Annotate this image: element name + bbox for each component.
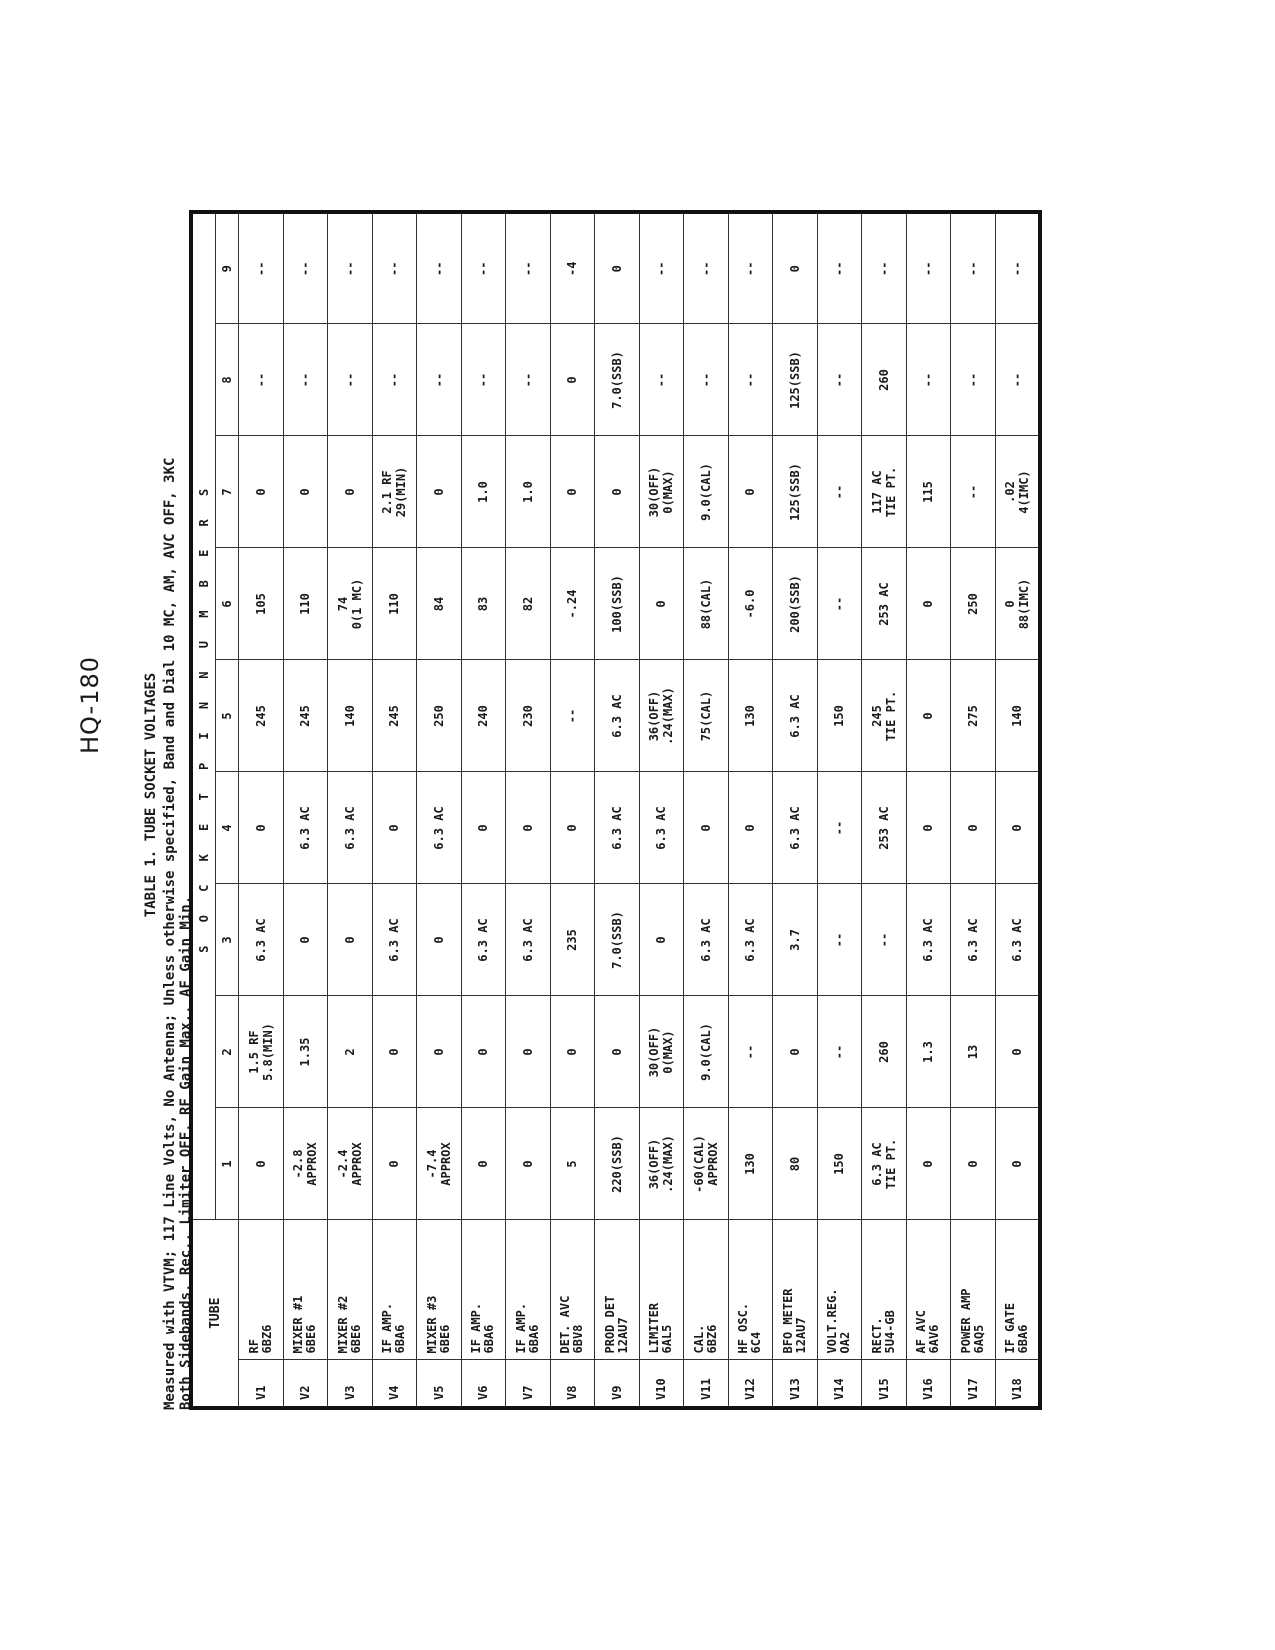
table-row (417, 212, 462, 1408)
pin-voltage-cell: 6.3 AC (595, 772, 640, 884)
pin-voltage-cell: 0 (372, 772, 417, 884)
pin-voltage-cell: 6.3 AC (372, 884, 417, 996)
pin-voltage-cell: 0 (239, 436, 284, 548)
pin-voltage-cell: 110 (283, 548, 328, 660)
pin-voltage-cell: 253 AC (862, 772, 907, 884)
table-row (817, 212, 862, 1408)
pin-voltage-cell: 0 (995, 996, 1040, 1108)
pin-voltage-cell: 75(CAL) (684, 660, 729, 772)
pin-header-7: 7 (216, 436, 239, 548)
pin-voltage-cell: 0 (550, 772, 595, 884)
tube-type: MIXER #1 6BE6 (283, 1220, 328, 1360)
table-title: TABLE 1. TUBE SOCKET VOLTAGES (143, 672, 159, 918)
pin-voltage-cell: 0 (461, 1108, 506, 1220)
tube-type: RECT. 5U4-GB (862, 1220, 907, 1360)
pin-voltage-cell: 6.3 AC (684, 884, 729, 996)
pin-voltage-cell: 0 (506, 1108, 551, 1220)
tube-type: LIMITER 6AL5 (639, 1220, 684, 1360)
tube-designator: V15 (862, 1360, 907, 1408)
pin-voltage-cell: -7.4 APPROX (417, 1108, 462, 1220)
pin-voltage-cell: 245 (372, 660, 417, 772)
pin-voltage-cell: -- (995, 212, 1040, 324)
pin-voltage-cell: 36(OFF) .24(MAX) (639, 660, 684, 772)
pin-voltage-cell: .02 4(IMC) (995, 436, 1040, 548)
pin-voltage-cell: 0 (506, 772, 551, 884)
pin-voltage-cell: 105 (239, 548, 284, 660)
pin-voltage-cell: -- (372, 212, 417, 324)
pin-voltage-cell: 0 (639, 884, 684, 996)
tube-socket-voltages-table (189, 210, 1042, 1410)
pin-voltage-cell: 240 (461, 660, 506, 772)
pin-voltage-cell: 275 (951, 660, 996, 772)
pin-voltage-cell: -- (906, 212, 951, 324)
tube-type: AF AVC 6AV6 (906, 1220, 951, 1360)
tube-type: IF AMP. 6BA6 (461, 1220, 506, 1360)
pin-voltage-cell: 1.0 (461, 436, 506, 548)
pin-voltage-cell: 0 (372, 996, 417, 1108)
pin-voltage-cell: -- (239, 324, 284, 436)
pin-voltage-cell: 260 (862, 324, 907, 436)
tube-designator: V10 (639, 1360, 684, 1408)
pin-voltage-cell: 7.0(SSB) (595, 884, 640, 996)
pin-voltage-cell: -- (417, 212, 462, 324)
table-row (951, 212, 996, 1408)
table-row (372, 212, 417, 1408)
pin-header-5: 5 (216, 660, 239, 772)
pin-voltage-cell: 0 (773, 996, 818, 1108)
pin-voltage-cell: -- (862, 212, 907, 324)
pin-voltage-cell: 0 (461, 772, 506, 884)
pin-voltage-cell: -- (506, 324, 551, 436)
pin-voltage-cell: 130 (728, 660, 773, 772)
pin-voltage-cell: 250 (417, 660, 462, 772)
pin-voltage-cell: 0 (639, 548, 684, 660)
pin-voltage-cell: -- (995, 324, 1040, 436)
pin-voltage-cell: 0 (995, 1108, 1040, 1220)
pin-voltage-cell: -- (639, 324, 684, 436)
pin-voltage-cell: -- (817, 548, 862, 660)
table-row (506, 212, 551, 1408)
pin-header-8: 8 (216, 324, 239, 436)
pin-voltage-cell: -2.8 APPROX (283, 1108, 328, 1220)
table-body (239, 212, 1040, 1408)
pin-voltage-cell: -- (328, 212, 373, 324)
pin-voltage-cell: 9.0(CAL) (684, 996, 729, 1108)
pin-voltage-cell: 0 (417, 884, 462, 996)
pin-voltage-cell: -- (639, 212, 684, 324)
pin-voltage-cell: -- (817, 436, 862, 548)
pin-voltage-cell: 115 (906, 436, 951, 548)
table-row (461, 212, 506, 1408)
pin-voltage-cell: 6.3 AC (595, 660, 640, 772)
pin-voltage-cell: 0 (283, 884, 328, 996)
pin-voltage-cell: 0 (239, 1108, 284, 1220)
pin-voltage-cell: -- (862, 884, 907, 996)
pin-voltage-cell: -- (461, 324, 506, 436)
table-row (283, 212, 328, 1408)
tube-type: PROD DET 12AU7 (595, 1220, 640, 1360)
pin-voltage-cell: 150 (817, 660, 862, 772)
pin-voltage-cell: 0 (906, 660, 951, 772)
pin-voltage-cell: 0 (417, 996, 462, 1108)
pin-voltage-cell: 1.5 RF 5.8(MIN) (239, 996, 284, 1108)
table-row (595, 212, 640, 1408)
pin-voltage-cell: 200(SSB) (773, 548, 818, 660)
pin-header-6: 6 (216, 548, 239, 660)
pin-voltage-cell: 0 (906, 548, 951, 660)
pin-voltage-cell: -- (817, 884, 862, 996)
tube-type: BFO METER 12AU7 (773, 1220, 818, 1360)
pin-voltage-cell: -- (461, 212, 506, 324)
pin-voltage-cell: 36(OFF) .24(MAX) (639, 1108, 684, 1220)
pin-voltage-cell: -- (817, 212, 862, 324)
pin-voltage-cell: -- (951, 212, 996, 324)
pin-voltage-cell: -- (684, 212, 729, 324)
pin-voltage-cell: 0 (239, 772, 284, 884)
pin-voltage-cell: 2.1 RF 29(MIN) (372, 436, 417, 548)
pin-voltage-cell: 140 (995, 660, 1040, 772)
tube-designator: V4 (372, 1360, 417, 1408)
tube-designator: V2 (283, 1360, 328, 1408)
pin-voltage-cell: -- (506, 212, 551, 324)
pin-voltage-cell: -- (417, 324, 462, 436)
pin-voltage-cell: 0 (728, 436, 773, 548)
pin-voltage-cell: -- (328, 324, 373, 436)
pin-voltage-cell: 83 (461, 548, 506, 660)
pin-voltage-cell: 0 (906, 1108, 951, 1220)
pin-voltage-cell: 0 (773, 212, 818, 324)
pin-voltage-cell: 9.0(CAL) (684, 436, 729, 548)
tube-type: IF AMP. 6BA6 (506, 1220, 551, 1360)
pin-voltage-cell: 6.3 AC (639, 772, 684, 884)
tube-designator: V14 (817, 1360, 862, 1408)
pin-voltage-cell: 7.0(SSB) (595, 324, 640, 436)
pin-voltage-cell: 6.3 AC (417, 772, 462, 884)
pin-voltage-cell: 0 (684, 772, 729, 884)
pin-voltage-cell: 3.7 (773, 884, 818, 996)
tube-type: DET. AVC 6BV8 (550, 1220, 595, 1360)
pin-voltage-cell: -- (728, 212, 773, 324)
tube-type: MIXER #3 6BE6 (417, 1220, 462, 1360)
pin-voltage-cell: 253 AC (862, 548, 907, 660)
pin-voltage-cell: 117 AC TIE PT. (862, 436, 907, 548)
pin-voltage-cell: 6.3 AC (283, 772, 328, 884)
pin-voltage-cell: 6.3 AC (728, 884, 773, 996)
tube-type: VOLT.REG. OA2 (817, 1220, 862, 1360)
pin-voltage-cell: 30(OFF) 0(MAX) (639, 436, 684, 548)
pin-voltage-cell: 6.3 AC (506, 884, 551, 996)
tube-designator: V12 (728, 1360, 773, 1408)
measurement-note-line-2: Both Sidebands, Rec., Limiter OFF, RF Gain Max., AF Gain Min. (178, 895, 194, 1410)
pin-voltage-cell: 0 (372, 1108, 417, 1220)
pin-voltage-cell: 6.3 AC (906, 884, 951, 996)
table-row (684, 212, 729, 1408)
pin-voltage-cell: 0 (906, 772, 951, 884)
tube-designator: V5 (417, 1360, 462, 1408)
pin-voltage-cell: 0 (595, 996, 640, 1108)
pin-voltage-cell: 0 (951, 1108, 996, 1220)
pin-voltage-cell: -.24 (550, 548, 595, 660)
pin-voltage-cell: 150 (817, 1108, 862, 1220)
pin-voltage-cell: 250 (951, 548, 996, 660)
pin-voltage-cell: 245 (283, 660, 328, 772)
pin-voltage-cell: -2.4 APPROX (328, 1108, 373, 1220)
pin-voltage-cell: -- (951, 324, 996, 436)
tube-designator: V13 (773, 1360, 818, 1408)
pin-voltage-cell: -- (817, 772, 862, 884)
pin-voltage-cell: -- (906, 324, 951, 436)
pin-voltage-cell: 125(SSB) (773, 324, 818, 436)
pin-voltage-cell: 6.3 AC TIE PT. (862, 1108, 907, 1220)
pin-voltage-cell: 0 (461, 996, 506, 1108)
pin-voltage-cell: -60(CAL) APPROX (684, 1108, 729, 1220)
pin-voltage-cell: 220(SSB) (595, 1108, 640, 1220)
tube-type: POWER AMP 6AQ5 (951, 1220, 996, 1360)
pin-voltage-cell: -- (817, 324, 862, 436)
tube-column-header: TUBE (191, 1220, 239, 1408)
pin-voltage-cell: 0 88(IMC) (995, 548, 1040, 660)
rotated-page-content (140, 180, 1140, 1410)
pin-voltage-cell: -- (283, 212, 328, 324)
tube-type: MIXER #2 6BE6 (328, 1220, 373, 1360)
pin-voltage-cell: -- (728, 996, 773, 1108)
pin-voltage-cell: 80 (773, 1108, 818, 1220)
pin-voltage-cell: -- (728, 324, 773, 436)
pin-voltage-cell: -- (684, 324, 729, 436)
tube-type: IF GATE 6BA6 (995, 1220, 1040, 1360)
pin-voltage-cell: 0 (550, 996, 595, 1108)
pin-voltage-cell: 0 (417, 436, 462, 548)
pin-voltage-cell: 140 (328, 660, 373, 772)
pin-voltage-cell: 0 (951, 772, 996, 884)
pin-voltage-cell: -4 (550, 212, 595, 324)
pin-voltage-cell: 6.3 AC (328, 772, 373, 884)
tube-designator: V3 (328, 1360, 373, 1408)
tube-designator: V18 (995, 1360, 1040, 1408)
pin-voltage-cell: 0 (550, 436, 595, 548)
pin-voltage-cell: -- (372, 324, 417, 436)
pin-voltage-cell: 84 (417, 548, 462, 660)
socket-pin-numbers-header: S O C K E T P I N N U M B E R S (191, 212, 216, 1220)
pin-voltage-cell: -- (550, 660, 595, 772)
pin-voltage-cell: 100(SSB) (595, 548, 640, 660)
header-row-group (191, 212, 216, 1408)
pin-voltage-cell: 13 (951, 996, 996, 1108)
pin-voltage-cell: 1.0 (506, 436, 551, 548)
pin-voltage-cell: 0 (328, 884, 373, 996)
pin-voltage-cell: 0 (728, 772, 773, 884)
pin-voltage-cell: 0 (283, 436, 328, 548)
pin-voltage-cell: 0 (595, 436, 640, 548)
table-row (773, 212, 818, 1408)
table-row (550, 212, 595, 1408)
pin-voltage-cell: 0 (595, 212, 640, 324)
tube-type: RF 6BZ6 (239, 1220, 284, 1360)
pin-voltage-cell: 30(OFF) 0(MAX) (639, 996, 684, 1108)
pin-voltage-cell: 0 (506, 996, 551, 1108)
tube-type: CAL. 6BZ6 (684, 1220, 729, 1360)
pin-voltage-cell: -6.0 (728, 548, 773, 660)
pin-voltage-cell: 245 TIE PT. (862, 660, 907, 772)
pin-header-3: 3 (216, 884, 239, 996)
pin-voltage-cell: 130 (728, 1108, 773, 1220)
table-row (862, 212, 907, 1408)
pin-voltage-cell: 125(SSB) (773, 436, 818, 548)
tube-type: IF AMP. 6BA6 (372, 1220, 417, 1360)
table-row (239, 212, 284, 1408)
tube-type: HF OSC. 6C4 (728, 1220, 773, 1360)
tube-designator: V9 (595, 1360, 640, 1408)
tube-designator: V1 (239, 1360, 284, 1408)
pin-voltage-cell: 2 (328, 996, 373, 1108)
pin-voltage-cell: 5 (550, 1108, 595, 1220)
tube-designator: V8 (550, 1360, 595, 1408)
pin-voltage-cell: 0 (995, 772, 1040, 884)
pin-voltage-cell: 88(CAL) (684, 548, 729, 660)
tube-designator: V16 (906, 1360, 951, 1408)
pin-header-4: 4 (216, 772, 239, 884)
tube-designator: V7 (506, 1360, 551, 1408)
pin-voltage-cell: -- (239, 212, 284, 324)
pin-voltage-cell: 74 0(1 MC) (328, 548, 373, 660)
tube-designator: V6 (461, 1360, 506, 1408)
table-row (728, 212, 773, 1408)
pin-voltage-cell: 110 (372, 548, 417, 660)
table-row (995, 212, 1040, 1408)
pin-voltage-cell: 6.3 AC (951, 884, 996, 996)
pin-voltage-cell: 6.3 AC (773, 772, 818, 884)
pin-voltage-cell: 0 (550, 324, 595, 436)
pin-header-1: 1 (216, 1108, 239, 1220)
pin-voltage-cell: 6.3 AC (773, 660, 818, 772)
pin-voltage-cell: 6.3 AC (461, 884, 506, 996)
pin-voltage-cell: -- (283, 324, 328, 436)
pin-voltage-cell: -- (817, 996, 862, 1108)
pin-voltage-cell: 6.3 AC (239, 884, 284, 996)
tube-designator: V17 (951, 1360, 996, 1408)
pin-voltage-cell: 1.3 (906, 996, 951, 1108)
pin-header-9: 9 (216, 212, 239, 324)
pin-voltage-cell: 1.35 (283, 996, 328, 1108)
page-title: HQ-180 (76, 655, 104, 755)
pin-voltage-cell: 260 (862, 996, 907, 1108)
table-row (328, 212, 373, 1408)
pin-voltage-cell: 0 (328, 436, 373, 548)
pin-voltage-cell: 82 (506, 548, 551, 660)
pin-voltage-cell: 230 (506, 660, 551, 772)
pin-voltage-cell: 6.3 AC (995, 884, 1040, 996)
pin-voltage-cell: -- (951, 436, 996, 548)
pin-header-2: 2 (216, 996, 239, 1108)
table-row (639, 212, 684, 1408)
pin-voltage-cell: 235 (550, 884, 595, 996)
measurement-note-line-1: Measured with VTVM; 117 Line Volts, No Antenna; Unless otherwise specified, Band and Dial 10 MC, AM, AVC OFF, 3KC (162, 457, 178, 1410)
table-row (906, 212, 951, 1408)
tube-designator: V11 (684, 1360, 729, 1408)
pin-voltage-cell: 245 (239, 660, 284, 772)
